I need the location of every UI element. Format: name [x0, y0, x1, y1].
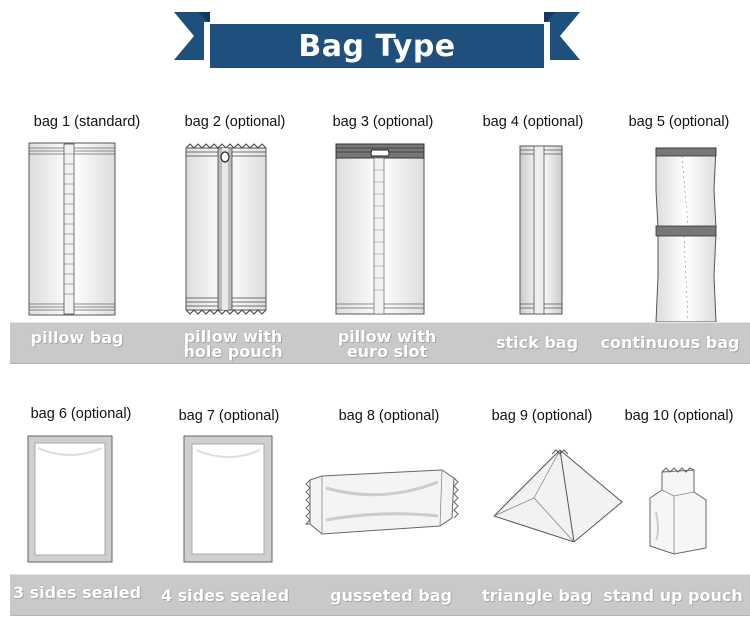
bag-label: bag 4 (optional)	[482, 114, 584, 130]
type-name-3-sides-sealed: 3 sides sealed	[12, 583, 142, 602]
hole-pouch-image	[184, 142, 268, 316]
four-side-sealed-image	[182, 434, 274, 564]
bag-label: bag 8 (optional)	[338, 408, 440, 424]
bag-label: bag 7 (optional)	[178, 408, 280, 424]
bag-label: bag 5 (optional)	[628, 114, 730, 130]
stick-bag-image	[518, 144, 564, 316]
type-name-pillow-bag: pillow bag	[30, 328, 124, 347]
gusseted-bag-image	[302, 460, 462, 540]
triangle-bag-image	[488, 446, 628, 550]
type-name-triangle-bag: triangle bag	[481, 586, 593, 605]
type-name-euro-slot: pillow with euro slot	[337, 327, 437, 361]
type-name-gusseted-bag: gusseted bag	[330, 586, 452, 605]
stand-up-pouch-image	[646, 462, 710, 556]
bag-label: bag 2 (optional)	[184, 114, 286, 130]
bag-label: bag 6 (optional)	[30, 406, 132, 422]
bag-label: bag 10 (optional)	[624, 408, 734, 424]
bag-label: bag 1 (standard)	[33, 114, 141, 130]
type-name-stick-bag: stick bag	[495, 333, 579, 352]
page-title: Bag Type	[298, 28, 456, 64]
euro-slot-image	[334, 142, 426, 316]
bag-label: bag 3 (optional)	[332, 114, 434, 130]
type-name-continuous-bag: continuous bag	[600, 333, 740, 352]
title-banner	[174, 10, 580, 76]
type-name-hole-pouch: pillow with hole pouch	[183, 327, 283, 361]
type-name-stand-up-pouch: stand up pouch	[603, 586, 743, 605]
three-side-sealed-image	[26, 434, 114, 564]
bag-label: bag 9 (optional)	[491, 408, 593, 424]
continuous-bag-image	[654, 146, 718, 322]
pillow-bag-image	[28, 142, 116, 316]
type-name-4-sides-sealed: 4 sides sealed	[160, 586, 290, 605]
